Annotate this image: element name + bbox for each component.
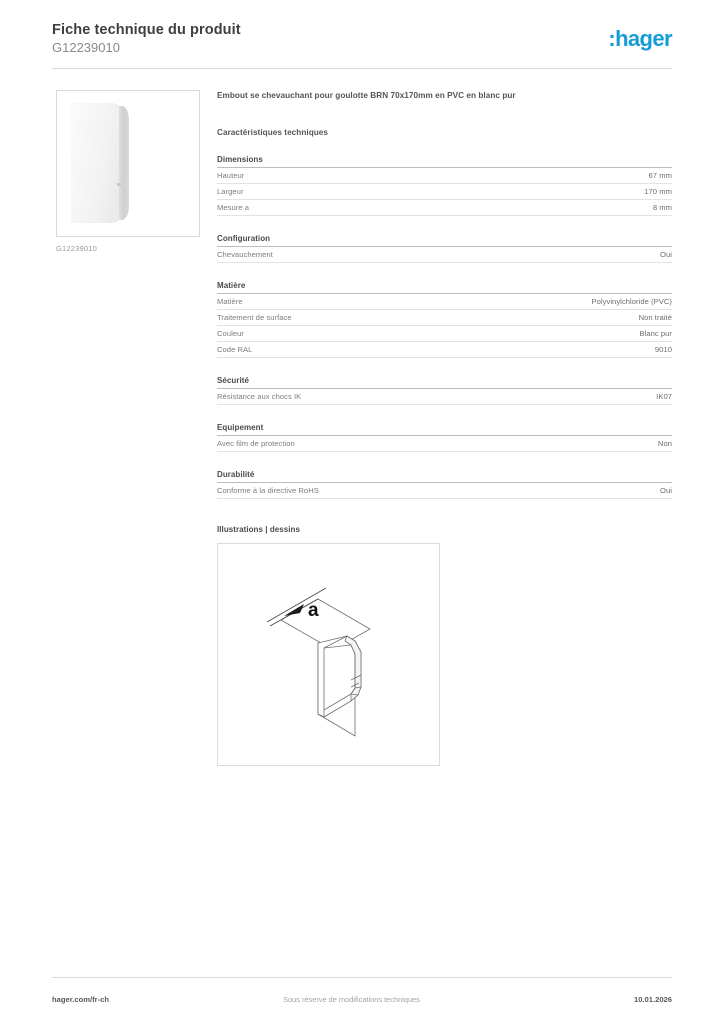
spec-group-heading: Configuration xyxy=(217,234,672,247)
spec-label: Résistance aux chocs IK xyxy=(217,392,302,401)
spec-group-heading: Equipement xyxy=(217,423,672,436)
hager-logo xyxy=(608,27,672,51)
spec-label: Couleur xyxy=(217,329,244,338)
spec-label: Matière xyxy=(217,297,243,306)
spec-label: Traitement de surface xyxy=(217,313,292,322)
footer-disclaimer: Sous réserve de modifications techniques xyxy=(283,995,420,1004)
spec-row xyxy=(217,436,672,452)
spec-group xyxy=(217,470,672,499)
spec-row xyxy=(217,310,672,326)
header-divider xyxy=(52,68,672,69)
spec-label: Mesure a xyxy=(217,203,250,212)
spec-group-heading: Durabilité xyxy=(217,470,672,483)
spec-group xyxy=(217,376,672,405)
product-description: Embout se chevauchant pour goulotte BRN 70x170mm en PVC en blanc pur xyxy=(217,91,516,100)
spec-value: Non xyxy=(657,439,672,448)
spec-row xyxy=(217,247,672,263)
spec-label: Largeur xyxy=(217,187,244,196)
spec-row xyxy=(217,483,672,499)
illustrations-section xyxy=(217,525,672,766)
page-footer xyxy=(52,995,672,1004)
page-header xyxy=(52,22,672,68)
footer-date: 10.01.2026 xyxy=(633,995,672,1004)
product-photo-caption: G12239010 xyxy=(56,244,98,253)
spec-value: Non traité xyxy=(638,313,672,322)
spec-value: Oui xyxy=(660,250,672,259)
spec-label: Code RAL xyxy=(217,345,253,354)
main-content xyxy=(217,90,672,766)
spec-group-heading: Matière xyxy=(217,281,672,294)
logo-colon-icon: : xyxy=(608,26,616,51)
spec-label: Avec film de protection xyxy=(217,439,295,448)
product-figure xyxy=(56,90,200,253)
spec-label: Chevauchement xyxy=(217,250,273,259)
spec-group xyxy=(217,281,672,358)
product-photo-cap-notch xyxy=(117,183,121,186)
spec-value: 170 mm xyxy=(644,187,672,196)
spec-group xyxy=(217,155,672,216)
spec-groups xyxy=(217,155,672,499)
technical-drawing xyxy=(217,543,440,766)
spec-row xyxy=(217,326,672,342)
spec-row xyxy=(217,389,672,405)
spec-value: IK07 xyxy=(656,392,672,401)
spec-row xyxy=(217,294,672,310)
spec-value: 67 mm xyxy=(648,171,672,180)
technical-drawing-svg xyxy=(218,544,437,763)
spec-row xyxy=(217,200,672,216)
spec-value: Blanc pur xyxy=(639,329,672,338)
technical-characteristics-title: Caractéristiques techniques xyxy=(217,128,329,137)
spec-value: 9010 xyxy=(654,345,672,354)
product-photo xyxy=(56,90,200,237)
spec-row xyxy=(217,342,672,358)
spec-value: 8 mm xyxy=(652,203,672,212)
product-photo-cap-edge xyxy=(119,106,129,220)
spec-group xyxy=(217,423,672,452)
page-title: Fiche technique du produit xyxy=(52,22,241,38)
illustrations-heading: Illustrations | dessins xyxy=(217,525,300,534)
dimension-label-a: a xyxy=(308,600,319,621)
spec-label: Hauteur xyxy=(217,171,245,180)
spec-group xyxy=(217,234,672,263)
spec-group-heading: Dimensions xyxy=(217,155,672,168)
spec-row xyxy=(217,168,672,184)
spec-label: Conforme à la directive RoHS xyxy=(217,486,319,495)
spec-group-heading: Sécurité xyxy=(217,376,672,389)
spec-row xyxy=(217,184,672,200)
footer-divider xyxy=(52,977,672,978)
product-reference: G12239010 xyxy=(52,40,120,55)
footer-website[interactable]: hager.com/fr-ch xyxy=(52,995,109,1004)
spec-value: Oui xyxy=(660,486,672,495)
spec-value: Polyvinylchloride (PVC) xyxy=(591,297,672,306)
logo-text: hager xyxy=(615,26,672,51)
